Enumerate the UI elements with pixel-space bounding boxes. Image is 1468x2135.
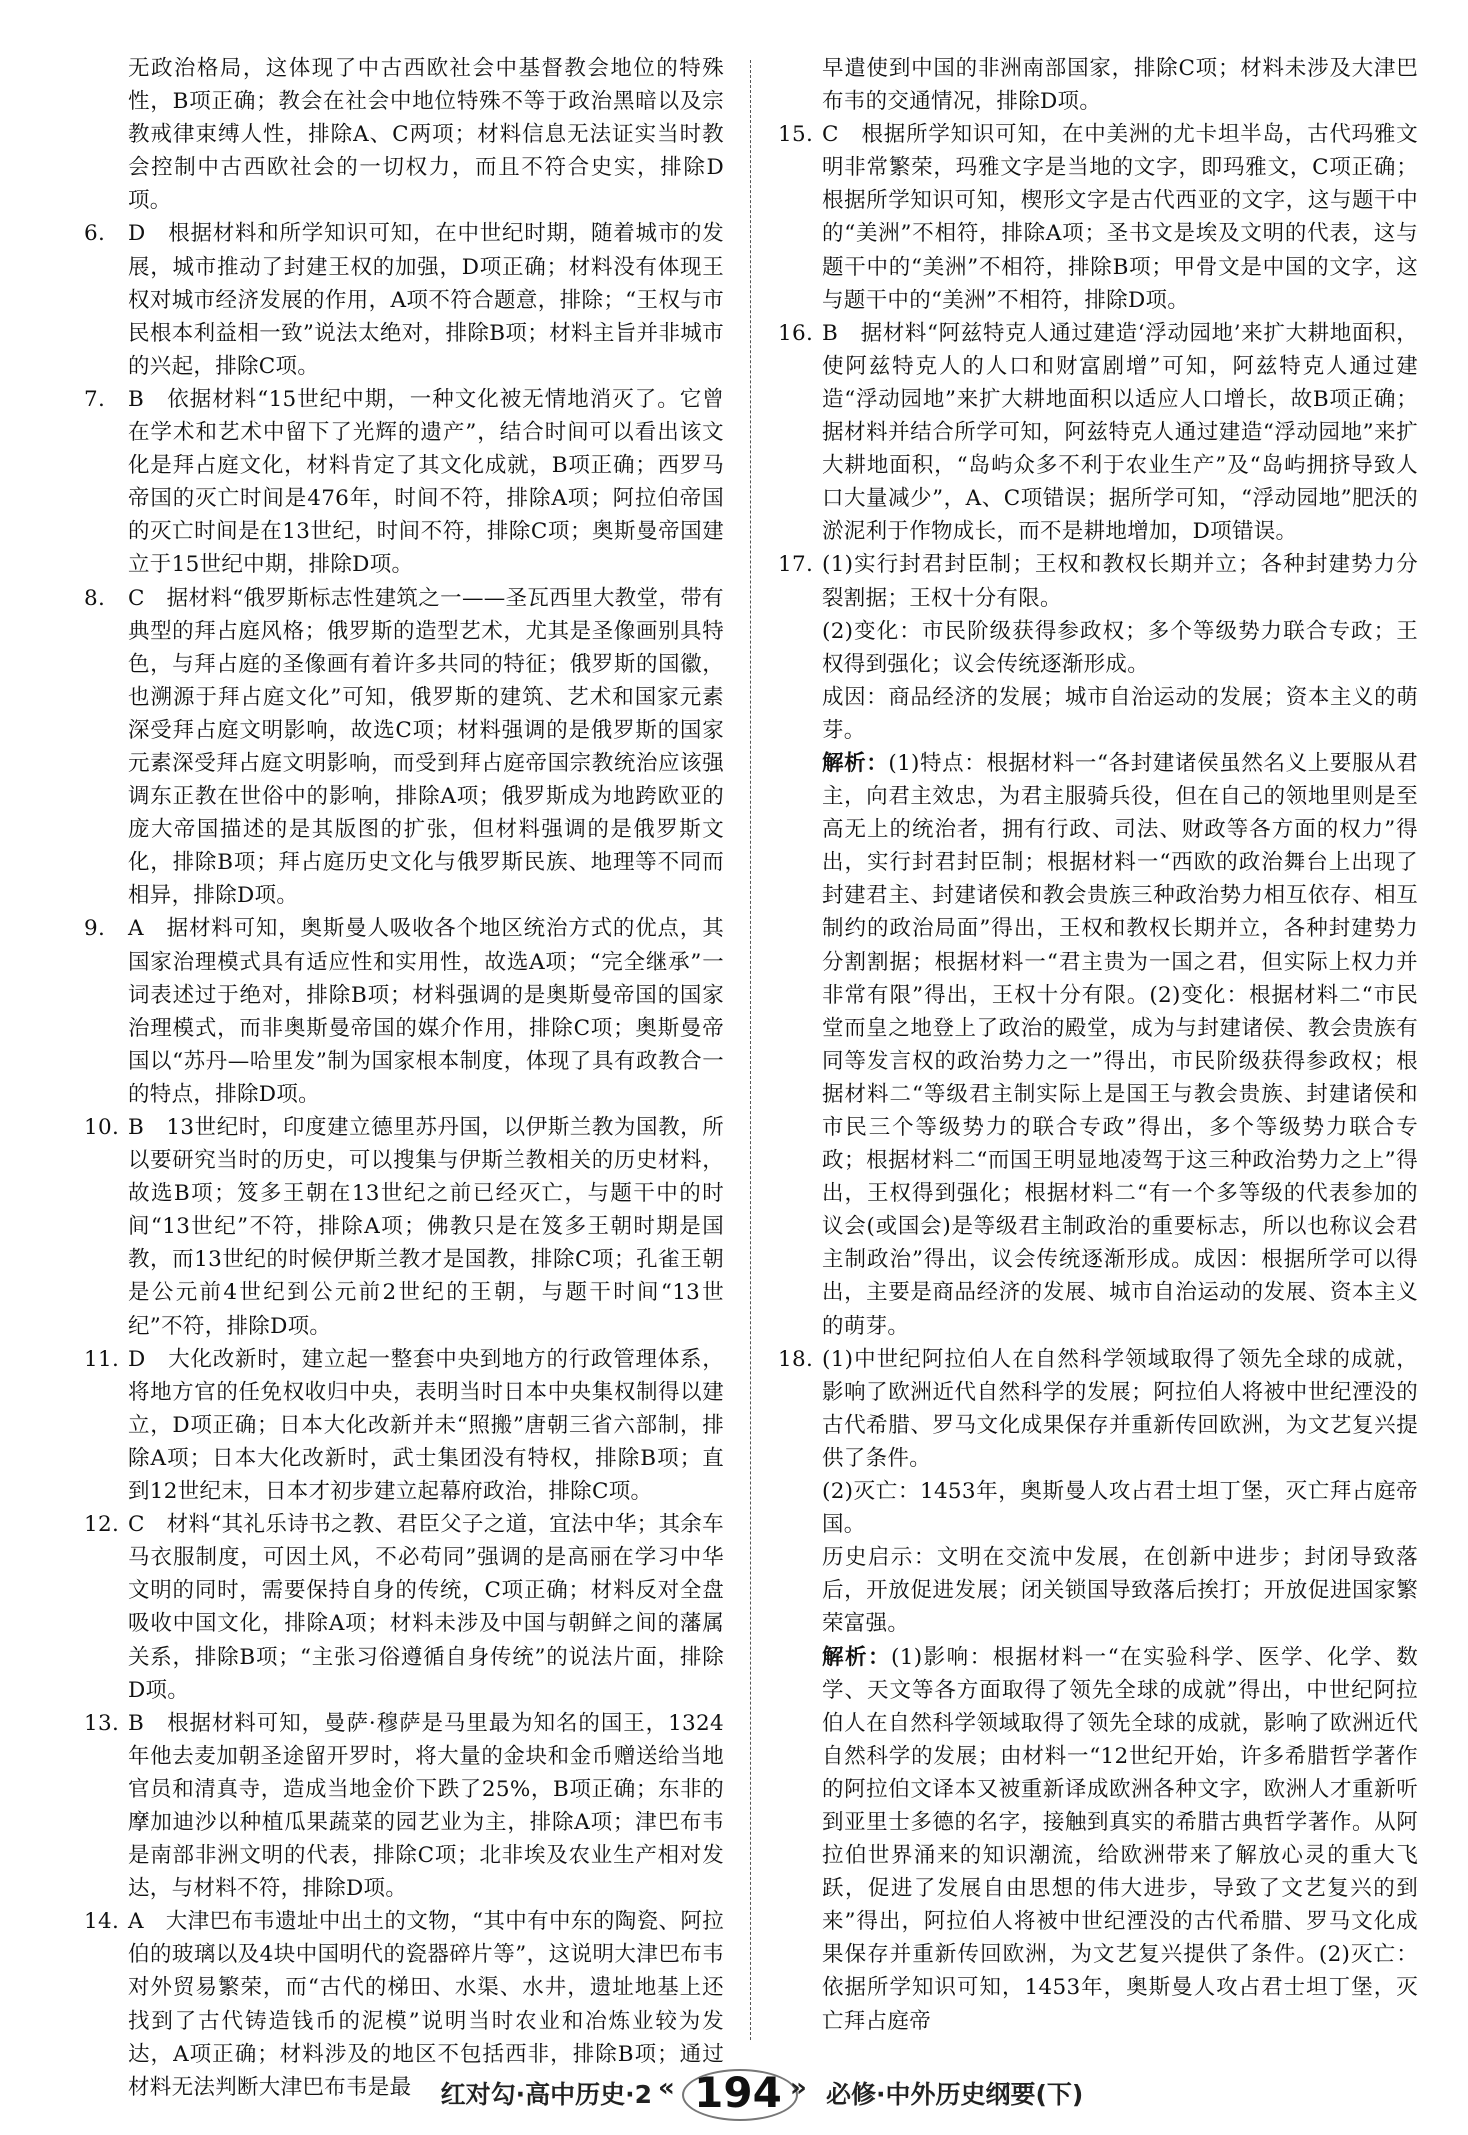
answer-item [84, 217, 724, 382]
footer-arrow-left: « [658, 2073, 675, 2103]
item-text: B 依据材料“15世纪中期，一种文化被无情地消灭了。它曾在学术和艺术中留下了光辉的遗产”，结合时间可以看出该文化是拜占庭文化，材料肯定了其文化成就，B项正确；西罗马帝国的灭亡时间是476年，时间不符，排除A项；阿拉伯帝国的灭亡时间是在13世纪，时间不符，排除C项；奥斯曼帝国建立于15世纪中期，排除D项。 [128, 386, 724, 578]
item-text: A 大津巴布韦遗址中出土的文物，“其中有中东的陶瓷、阿拉伯的玻璃以及4块中国明代的瓷器碎片等”，这说明大津巴布韦对外贸易繁荣，而“古代的梯田、水渠、水井，遗址地基上还找到了古代铸造钱币的泥模”说明当时农业和冶炼业较为发达，A项正确；材料涉及的地区不包括西非，排除B项；通过材料无法判断大津巴布韦是最 [128, 1909, 724, 2100]
left-column [84, 52, 724, 2104]
item-text: B 根据材料可知，曼萨·穆萨是马里最为知名的国王，1324年他去麦加朝圣途留开罗时，将大量的金块和金币赠送给当地官员和清真寺，造成当地金价下跌了25%，B项正确；东非的摩加迪沙以种植瓜果蔬菜的园艺业为主，排除A项；津巴布韦是南部非洲文明的代表，排除C项；北非埃及农业生产相对发达，与材料不符，排除D项。 [128, 1710, 724, 1902]
answer-item [84, 912, 724, 1111]
item-number: 9. [84, 916, 106, 942]
item-text: D 根据材料和所学知识可知，在中世纪时期，随着城市的发展，城市推动了封建王权的加强，D项正确；材料没有体现王权对城市经济发展的作用，A项不符合题意，排除；“王权与市民根本利益相一致”说法太绝对，排除B项；材料主旨并非城市的兴起，排除C项。 [128, 221, 724, 379]
item-text: 早遣使到中国的非洲南部国家，排除C项；材料未涉及大津巴布韦的交通情况，排除D项。 [822, 56, 1418, 115]
item-text: 无政治格局，这体现了中古西欧社会中基督教会地位的特殊性，B项正确；教会在社会中地位特殊不等于政治黑暗以及宗教戒律束缚人性，排除A、C两项；材料信息无法证实当时教会控制中古西欧社会的一切权力，而且不符合史实，排除D项。 [128, 56, 724, 214]
page-footer [0, 2065, 1468, 2123]
answer-item [84, 1707, 724, 1906]
answer-item [778, 118, 1418, 317]
footer-book-title: 红对勾·高中历史·2 [440, 2080, 652, 2109]
answer-part: (2)变化：市民阶级获得参政权；多个等级势力联合专政；王权得到强化；议会传统逐渐形成。 [822, 618, 1418, 677]
item-text: B 据材料“阿兹特克人通过建造‘浮动园地’来扩大耕地面积，使阿兹特克人的人口和财富剧增”可知，阿兹特克人通过建造“浮动园地”来扩大耕地面积以适应人口增长，故B项正确；据材料并结合所学可知，阿兹特克人通过建造“浮动园地”来扩大耕地面积，“岛屿众多不利于农业生产”及“岛屿拥挤导致人口大量减少”，A、C项错误；据所学可知，“浮动园地”肥沃的淤泥利于作物成长，而不是耕地增加，D项错误。 [822, 320, 1418, 545]
analysis-text: (1)影响：根据材料一“在实验科学、医学、化学、数学、天文等各方面取得了领先全球的成就”得出，中世纪阿拉伯人在自然科学领域取得了领先全球的成就，影响了欧洲近代自然科学的发展；由材料一“12世纪开始，许多希腊哲学著作的阿拉伯文译本又被重新译成欧洲各种文字，欧洲人才重新听到亚里士多德的名字，接触到真实的希腊古典哲学著作。从阿拉伯世界涌来的知识潮流，给欧洲带来了解放心灵的重大飞跃，促进了发展自由思想的伟大进步，导致了文艺复兴的到来”得出，阿拉伯人将被中世纪湮没的古代希腊、罗马文化成果保存并重新传回欧洲，为文艺复兴提供了条件。(2)灭亡：依据所学知识可知，1453年，奥斯曼人攻占君士坦丁堡，灭亡拜占庭帝 [822, 1644, 1419, 2034]
item-text: C 根据所学知识可知，在中美洲的尤卡坦半岛，古代玛雅文明非常繁荣，玛雅文字是当地的文字，即玛雅文，C项正确；根据所学知识可知，楔形文字是古代西亚的文字，这与题干中的“美洲”不相符，排除A项；圣书文是埃及文明的代表，这与题干中的“美洲”不相符，排除B项；甲骨文是中国的文字，这与题干中的“美洲”不相符，排除D项。 [822, 122, 1418, 313]
analysis-text: (1)特点：根据材料一“各封建诸侯虽然名义上要服从君主，向君主效忠，为君主服骑兵役，但在自己的领地里则是至高无上的统治者，拥有行政、司法、财政等各方面的权力”得出，实行封君封臣制；根据材料一“西欧的政治舞台上出现了封建君主、封建诸侯和教会贵族三种政治势力相互依存、相互制约的政治局面”得出，王权和教权长期并立，各种封建势力分割割据；根据材料一“君主贵为一国之君，但实际上权力并非常有限”得出，王权十分有限。(2)变化：根据材料二“市民堂而皇之地登上了政治的殿堂，成为与封建诸侯、教会贵族有同等发言权的政治势力之一”得出，市民阶级获得参政权；根据材料二“等级君主制实际上是国王与教会贵族、封建诸侯和市民三个等级势力的联合专政”得出，多个等级势力联合专政；根据材料二“而国王明显地凌驾于这三种政治势力之上”得出，王权得到强化；根据材料二“有一个多等级的代表参加的议会(或国会)是等级君主制政治的重要标志，所以也称议会君主制政治”得出，议会传统逐渐形成。成因：根据所学可以得出，主要是商品经济的发展、城市自治运动的发展、资本主义的萌芽。 [822, 750, 1419, 1339]
column-divider [750, 60, 751, 2040]
answer-part: 成因：商品经济的发展；城市自治运动的发展；资本主义的萌芽。 [822, 684, 1418, 743]
item-number: 10. [84, 1115, 120, 1140]
item-text: C 据材料“俄罗斯标志性建筑之一——圣瓦西里大教堂，带有典型的拜占庭风格；俄罗斯的造型艺术，尤其是圣像画别具特色，与拜占庭的圣像画有着许多共同的特征；俄罗斯的国徽，也溯源于拜占庭文化”可知，俄罗斯的建筑、艺术和国家元素深受拜占庭文明影响，故选C项；材料强调的是俄罗斯的国家元素深受拜占庭文明影响，而受到拜占庭帝国宗教统治应该强调东正教在世俗中的影响，排除A项；俄罗斯成为地跨欧亚的庞大帝国描述的是其版图的扩张，但材料强调的是俄罗斯文化，排除B项；拜占庭历史文化与俄罗斯民族、地理等不同而相异，排除D项。 [128, 585, 724, 909]
item-number: 6. [84, 221, 106, 247]
analysis-label: 解析： [822, 1644, 892, 1670]
item-number: 12. [84, 1512, 120, 1538]
item-number: 17. [778, 552, 814, 578]
answer-part: (1)实行封君封臣制；王权和教权长期并立；各种封建势力分裂割据；王权十分有限。 [822, 552, 1418, 611]
right-column [778, 52, 1418, 2038]
item-text: C 材料“其礼乐诗书之教、君臣父子之道，宜法中华；其余车马衣服制度，可因土风，不必苟同”强调的是高丽在学习中华文明的同时，需要保持自身的传统，C项正确；材料反对全盘吸收中国文化，排除A项；材料未涉及中国与朝鲜之间的藩属关系，排除B项；“主张习俗遵循自身传统”的说法片面，排除D项。 [128, 1512, 724, 1703]
item-number: 16. [778, 320, 814, 346]
item-text: B 13世纪时，印度建立德里苏丹国，以伊斯兰教为国教，所以要研究当时的历史，可以搜集与伊斯兰教相关的历史材料，故选B项；笈多王朝在13世纪之前已经灭亡，与题干中的时间“13世纪”不符，排除A项；佛教只是在笈多王朝时期是国教，而13世纪的时候伊斯兰教才是国教，排除C项；孔雀王朝是公元前4世纪到公元前2世纪的王朝，与题干时间“13世纪”不符，排除D项。 [128, 1115, 724, 1339]
answer-item [778, 548, 1418, 1342]
answer-item [778, 1343, 1418, 2038]
footer-arrow-right: » [790, 2073, 807, 2103]
item-number: 8. [84, 585, 106, 611]
answer-item [84, 582, 724, 913]
item-number: 15. [778, 122, 814, 148]
item-text: D 大化改新时，建立起一整套中央到地方的行政管理体系，将地方官的任免权收归中央，表明当时日本中央集权制得以建立，D项正确；日本大化改新并未“照搬”唐朝三省六部制，排除A项；日本大化改新时，武士集团没有特权，排除B项；直到12世纪末，日本才初步建立起幕府政治，排除C项。 [128, 1346, 724, 1505]
item-number: 13. [84, 1710, 120, 1736]
answer-part: (1)中世纪阿拉伯人在自然科学领域取得了领先全球的成就，影响了欧洲近代自然科学的发展；阿拉伯人将被中世纪湮没的古代希腊、罗马文化成果保存并重新传回欧洲，为文艺复兴提供了条件。 [822, 1346, 1418, 1471]
item-number: 11. [84, 1346, 120, 1372]
analysis-label: 解析： [822, 750, 889, 776]
item-number: 14. [84, 1909, 120, 1935]
item-number: 18. [778, 1346, 814, 1372]
answer-item [84, 1111, 724, 1343]
answer-item [84, 1508, 724, 1707]
answer-item [84, 383, 724, 582]
answer-part: 历史启示：文明在交流中发展，在创新中进步；封闭导致落后，开放促进发展；闭关锁国导致落后挨打；开放促进国家繁荣富强。 [822, 1545, 1418, 1637]
item-number: 7. [84, 386, 106, 412]
footer-course-title: 必修·中外历史纲要(下) [826, 2080, 1084, 2109]
page-number: 194 [694, 2068, 782, 2117]
answer-item [778, 317, 1418, 549]
answer-item [84, 1343, 724, 1508]
answer-item [84, 52, 724, 217]
answer-part: (2)灭亡：1453年，奥斯曼人攻占君士坦丁堡，灭亡拜占庭帝国。 [822, 1479, 1418, 1538]
answer-item [778, 52, 1418, 118]
item-text: A 据材料可知，奥斯曼人吸收各个地区统治方式的优点，其国家治理模式具有适应性和实用性，故选A项；“完全继承”一词表述过于绝对，排除B项；材料强调的是奥斯曼帝国的国家治理模式，而非奥斯曼帝国的媒介作用，排除C项；奥斯曼帝国以“苏丹—哈里发”制为国家根本制度，体现了具有政教合一的特点，排除D项。 [128, 916, 724, 1107]
